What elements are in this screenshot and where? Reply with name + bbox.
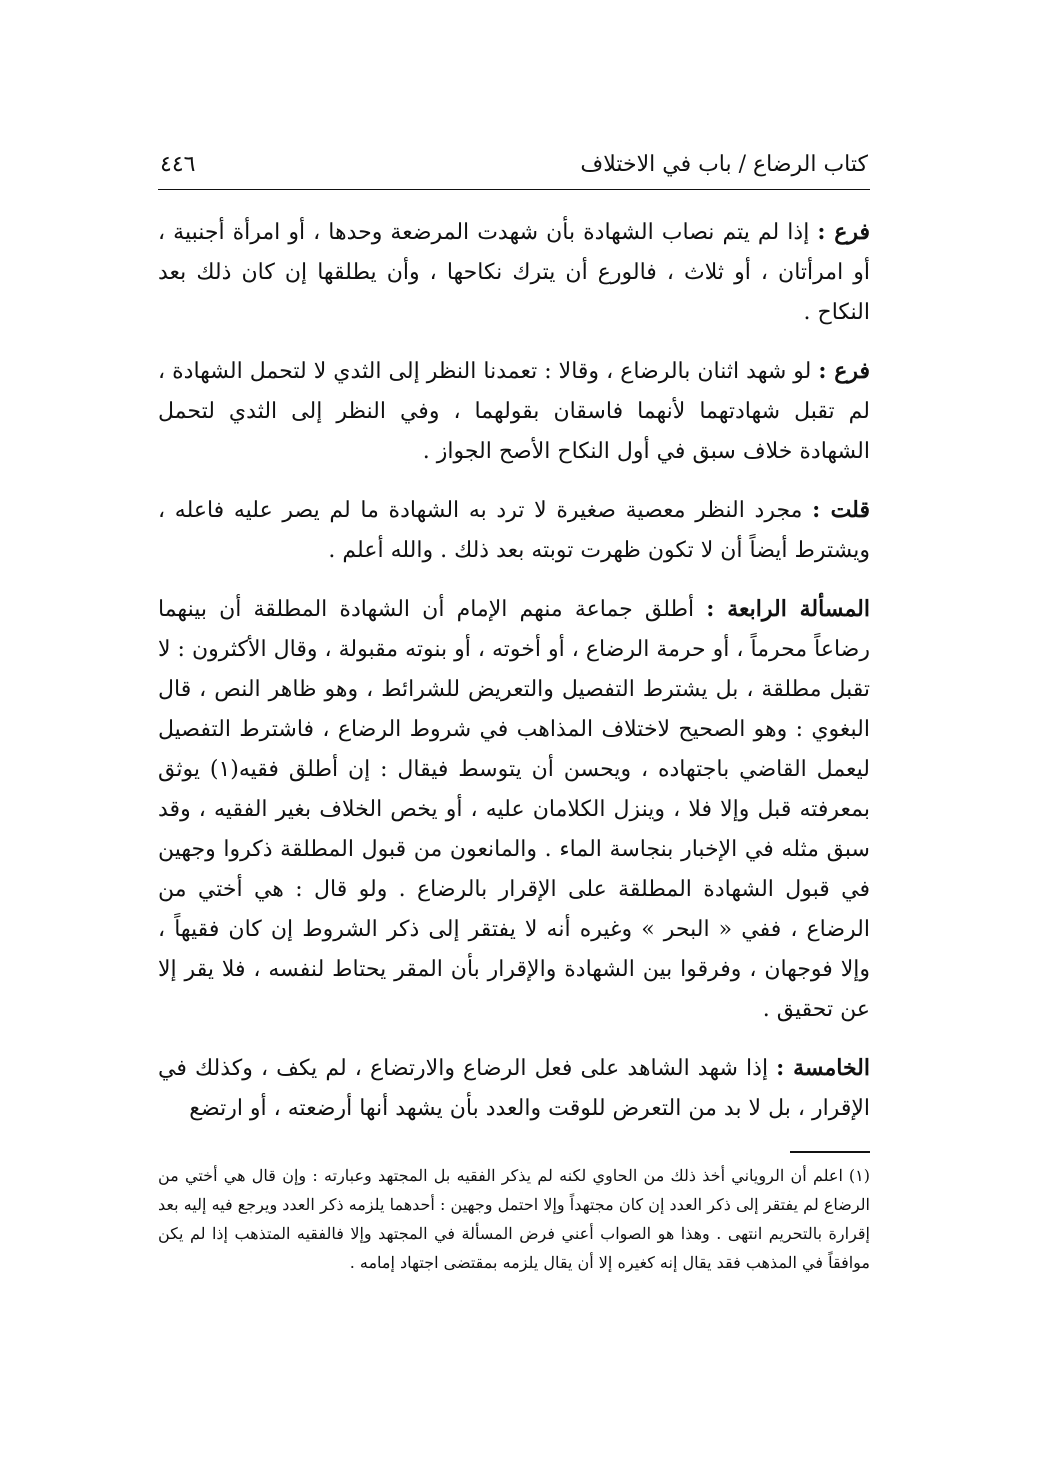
paragraph-far-1 (158, 212, 870, 333)
paragraph-qult (158, 490, 870, 571)
paragraph-heading: الخامسة : (776, 1055, 870, 1081)
main-text (158, 212, 870, 1129)
paragraph-body: إذا شهد الشاهد على فعل الرضاع والارتضاع ، لم يكف ، وكذلك في الإقرار ، بل لا بد من التعرض للوقت والعدد بأن يشهد أنها أرضعته ، أو ارتضع (158, 1056, 870, 1121)
paragraph-heading: فرع : (817, 219, 870, 245)
paragraph-far-2 (158, 351, 870, 472)
paragraph-masala-4 (158, 589, 870, 1030)
paragraph-body: مجرد النظر معصية صغيرة لا ترد به الشهادة ما لم يصر عليه فاعله ، ويشترط أيضاً أن لا تكون ظهرت توبته بعد ذلك . والله أعلم . (158, 498, 870, 563)
paragraph-heading: فرع : (818, 358, 870, 384)
paragraph-heading: قلت : (812, 497, 870, 523)
chapter-title: كتاب الرضاع / باب في الاختلاف (580, 152, 868, 177)
paragraph-khamisa (158, 1048, 870, 1129)
footnote-marker: (١) (848, 1165, 870, 1185)
paragraph-body: لو شهد اثنان بالرضاع ، وقالا : تعمدنا النظر إلى الثدي لا لتحمل الشهادة ، لم تقبل شهادتهما لأنهما فاسقان بقولهما ، وفي النظر إلى الثدي لتحمل الشهادة خلاف سبق في أول النكاح الأصح الجواز . (158, 359, 870, 464)
footnote-text: اعلم أن الروياني أخذ ذلك من الحاوي لكنه لم يذكر الفقيه بل المجتهد وعبارته : وإن قال هي أختي من الرضاع لم يفتقر إلى ذكر العدد إن كان مجتهداً وإلا احتمل وجهين : أحدهما يلزمه ذكر العدد ويرجع فيه إليه بعد إقرارة بالتحريم انتهى . وهذا هو الصواب أعني فرض المسألة في المجتهد وإلا فالفقيه المتذهب إذا لم يكن موافقاً في المذهب فقد يقال إنه كغيره إلا أن يقال يلزمه بمقتضى اجتهاد إمامه . (158, 1165, 870, 1272)
paragraph-body: إذا لم يتم نصاب الشهادة بأن شهدت المرضعة وحدها ، أو امرأة أجنبية ، أو امرأتان ، أو ثلاث ، فالورع أن يترك نكاحها ، وأن يطلقها إن كان ذلك بعد النكاح . (158, 220, 870, 325)
footnote-separator (790, 1151, 870, 1153)
page-number: ٤٤٦ (160, 152, 196, 177)
running-header (158, 140, 870, 190)
paragraph-heading: المسألة الرابعة : (706, 596, 870, 622)
footnote (158, 1161, 870, 1277)
book-page (158, 140, 870, 1340)
paragraph-body: أطلق جماعة منهم الإمام أن الشهادة المطلقة أن بينهما رضاعاً محرماً ، أو حرمة الرضاع ، أو أخوته ، أو بنوته مقبولة ، وقال الأكثرون : لا تقبل مطلقة ، بل يشترط التفصيل والتعريض للشرائط ، وهو ظاهر النص ، قال البغوي : وهو الصحيح لاختلاف المذاهب في شروط الرضاع ، فاشترط التفصيل ليعمل القاضي باجتهاده ، ويحسن أن يتوسط فيقال : إن أطلق فقيه(١) يوثق بمعرفته قبل وإلا فلا ، وينزل الكلامان عليه ، أو يخص الخلاف بغير الفقيه ، وقد سبق مثله في الإخبار بنجاسة الماء . والمانعون من قبول المطلقة ذكروا وجهين في قبول الشهادة المطلقة على الإقرار بالرضاع . ولو قال : هي أختي من الرضاع ، ففي « البحر » وغيره أنه لا يفتقر إلى ذكر الشروط إن كان فقيهاً ، وإلا فوجهان ، وفرقوا بين الشهادة والإقرار بأن المقر يحتاط لنفسه ، فلا يقر إلا عن تحقيق . (158, 597, 870, 1022)
